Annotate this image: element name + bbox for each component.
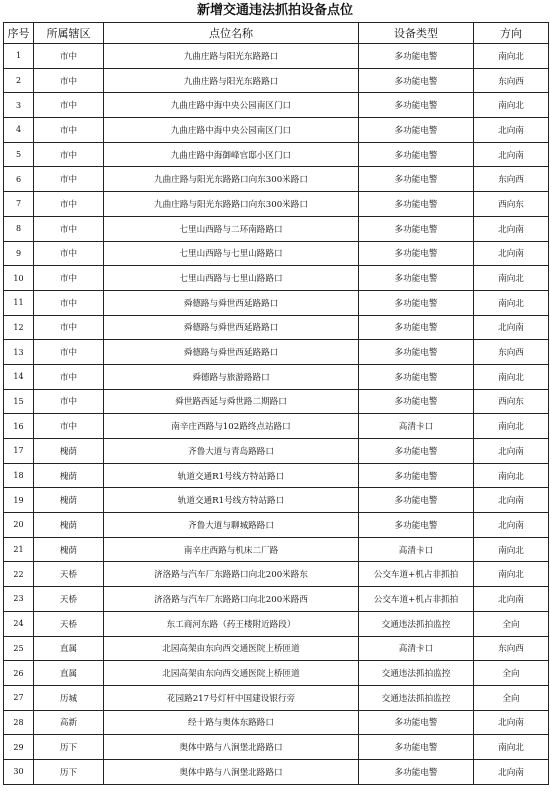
cell-district: 市中 — [34, 192, 104, 217]
table-row — [4, 611, 549, 636]
table-row — [4, 364, 549, 389]
cell-district: 槐荫 — [34, 513, 104, 538]
cell-location: 七里山西路与七里山路路口 — [104, 241, 359, 266]
cell-index: 9 — [4, 241, 34, 266]
cell-direction: 北向南 — [474, 241, 549, 266]
cell-index: 4 — [4, 118, 34, 143]
cell-index: 28 — [4, 710, 34, 735]
cell-index: 23 — [4, 587, 34, 612]
table-row — [4, 587, 549, 612]
cell-device-type: 高清卡口 — [359, 537, 474, 562]
table-row — [4, 315, 549, 340]
cell-device-type: 多功能电警 — [359, 118, 474, 143]
cell-direction: 北向南 — [474, 216, 549, 241]
table-row — [4, 414, 549, 439]
cell-index: 8 — [4, 216, 34, 241]
header-direction: 方向 — [474, 23, 549, 44]
cell-district: 市中 — [34, 241, 104, 266]
cell-district: 市中 — [34, 364, 104, 389]
cell-location: 经十路与奥体东路路口 — [104, 710, 359, 735]
cell-device-type: 多功能电警 — [359, 167, 474, 192]
cell-direction: 南向北 — [474, 290, 549, 315]
cell-direction: 西向东 — [474, 389, 549, 414]
cell-district: 市中 — [34, 68, 104, 93]
cell-direction: 北向南 — [474, 118, 549, 143]
cell-device-type: 交通违法抓拍监控 — [359, 685, 474, 710]
cell-direction: 北向南 — [474, 587, 549, 612]
cell-device-type: 多功能电警 — [359, 389, 474, 414]
table-row — [4, 735, 549, 760]
cell-district: 直属 — [34, 636, 104, 661]
cell-district: 市中 — [34, 93, 104, 118]
cell-direction: 全向 — [474, 685, 549, 710]
cell-district: 天桥 — [34, 562, 104, 587]
cell-location: 奥体中路与八涧堡北路路口 — [104, 759, 359, 784]
cell-location: 齐鲁大道与青岛路路口 — [104, 439, 359, 464]
device-table — [3, 22, 549, 785]
cell-direction: 南向北 — [474, 735, 549, 760]
table-row — [4, 513, 549, 538]
cell-district: 槐荫 — [34, 488, 104, 513]
cell-index: 13 — [4, 340, 34, 365]
cell-index: 18 — [4, 463, 34, 488]
table-row — [4, 167, 549, 192]
cell-index: 15 — [4, 389, 34, 414]
cell-district: 市中 — [34, 414, 104, 439]
cell-direction: 南向北 — [474, 93, 549, 118]
cell-index: 10 — [4, 266, 34, 291]
cell-device-type: 公交车道+机占非抓拍 — [359, 587, 474, 612]
cell-index: 3 — [4, 93, 34, 118]
cell-device-type: 多功能电警 — [359, 340, 474, 365]
cell-district: 市中 — [34, 315, 104, 340]
cell-direction: 全向 — [474, 611, 549, 636]
cell-district: 历下 — [34, 759, 104, 784]
cell-location: 九曲庄路中海御峰官邸小区门口 — [104, 142, 359, 167]
cell-district: 市中 — [34, 167, 104, 192]
cell-device-type: 多功能电警 — [359, 735, 474, 760]
cell-device-type: 公交车道+机占非抓拍 — [359, 562, 474, 587]
header-district: 所属辖区 — [34, 23, 104, 44]
cell-index: 6 — [4, 167, 34, 192]
cell-index: 30 — [4, 759, 34, 784]
cell-device-type: 多功能电警 — [359, 290, 474, 315]
cell-index: 1 — [4, 44, 34, 69]
cell-location: 济洛路与汽车厂东路路口向北200米路东 — [104, 562, 359, 587]
cell-device-type: 多功能电警 — [359, 192, 474, 217]
table-row — [4, 142, 549, 167]
cell-device-type: 交通违法抓拍监控 — [359, 611, 474, 636]
cell-index: 21 — [4, 537, 34, 562]
cell-location: 七里山西路与七里山路路口 — [104, 266, 359, 291]
cell-location: 齐鲁大道与聊城路路口 — [104, 513, 359, 538]
table-row — [4, 68, 549, 93]
cell-device-type: 多功能电警 — [359, 513, 474, 538]
cell-device-type: 多功能电警 — [359, 266, 474, 291]
table-row — [4, 710, 549, 735]
cell-district: 市中 — [34, 340, 104, 365]
cell-device-type: 多功能电警 — [359, 142, 474, 167]
cell-district: 天桥 — [34, 587, 104, 612]
cell-location: 北园高架由东向西交通医院上桥匝道 — [104, 661, 359, 686]
cell-direction: 南向北 — [474, 562, 549, 587]
cell-location: 九曲庄路与阳光东路路口 — [104, 44, 359, 69]
cell-location: 九曲庄路中海中央公园南区门口 — [104, 118, 359, 143]
cell-device-type: 交通违法抓拍监控 — [359, 661, 474, 686]
table-row — [4, 439, 549, 464]
cell-district: 槐荫 — [34, 463, 104, 488]
cell-location: 南辛庄西路与机床二厂路 — [104, 537, 359, 562]
cell-direction: 东向西 — [474, 636, 549, 661]
cell-location: 济洛路与汽车厂东路路口向北200米路西 — [104, 587, 359, 612]
cell-device-type: 多功能电警 — [359, 315, 474, 340]
cell-district: 槐荫 — [34, 537, 104, 562]
cell-direction: 北向南 — [474, 513, 549, 538]
cell-device-type: 多功能电警 — [359, 68, 474, 93]
cell-direction: 北向南 — [474, 315, 549, 340]
cell-direction: 北向南 — [474, 142, 549, 167]
cell-district: 市中 — [34, 118, 104, 143]
table-row — [4, 759, 549, 784]
cell-index: 5 — [4, 142, 34, 167]
cell-direction: 南向北 — [474, 44, 549, 69]
cell-index: 20 — [4, 513, 34, 538]
header-index: 序号 — [4, 23, 34, 44]
cell-direction: 东向西 — [474, 167, 549, 192]
cell-device-type: 多功能电警 — [359, 216, 474, 241]
table-body — [4, 44, 549, 785]
cell-location: 东工商河东路（药王楼附近路段） — [104, 611, 359, 636]
cell-location: 舜世路西延与舜世路二期路口 — [104, 389, 359, 414]
cell-index: 22 — [4, 562, 34, 587]
cell-device-type: 多功能电警 — [359, 241, 474, 266]
header-row — [4, 23, 549, 44]
cell-index: 24 — [4, 611, 34, 636]
cell-index: 2 — [4, 68, 34, 93]
cell-location: 南辛庄西路与102路终点站路口 — [104, 414, 359, 439]
table-row — [4, 266, 549, 291]
cell-district: 市中 — [34, 266, 104, 291]
cell-index: 7 — [4, 192, 34, 217]
cell-district: 槐荫 — [34, 439, 104, 464]
cell-district: 历下 — [34, 735, 104, 760]
cell-device-type: 高清卡口 — [359, 414, 474, 439]
cell-district: 市中 — [34, 389, 104, 414]
cell-direction: 北向南 — [474, 759, 549, 784]
cell-index: 17 — [4, 439, 34, 464]
cell-index: 12 — [4, 315, 34, 340]
cell-district: 市中 — [34, 216, 104, 241]
cell-direction: 北向南 — [474, 439, 549, 464]
cell-location: 轨道交通R1号线方特站路口 — [104, 463, 359, 488]
cell-device-type: 多功能电警 — [359, 488, 474, 513]
cell-location: 奥体中路与八涧堡北路路口 — [104, 735, 359, 760]
table-row — [4, 636, 549, 661]
cell-district: 天桥 — [34, 611, 104, 636]
table-row — [4, 241, 549, 266]
cell-direction: 东向西 — [474, 68, 549, 93]
cell-direction: 南向北 — [474, 537, 549, 562]
cell-district: 直属 — [34, 661, 104, 686]
cell-device-type: 高清卡口 — [359, 636, 474, 661]
cell-index: 26 — [4, 661, 34, 686]
cell-location: 轨道交通R1号线方特站路口 — [104, 488, 359, 513]
cell-index: 29 — [4, 735, 34, 760]
cell-location: 七里山西路与二环南路路口 — [104, 216, 359, 241]
table-row — [4, 44, 549, 69]
cell-location: 花园路217号灯杆中国建设银行旁 — [104, 685, 359, 710]
cell-device-type: 多功能电警 — [359, 710, 474, 735]
table-row — [4, 192, 549, 217]
header-device-type: 设备类型 — [359, 23, 474, 44]
table-row — [4, 389, 549, 414]
cell-location: 北园高架由东向西交通医院上桥匝道 — [104, 636, 359, 661]
cell-direction: 南向北 — [474, 266, 549, 291]
cell-device-type: 多功能电警 — [359, 463, 474, 488]
cell-direction: 南向北 — [474, 414, 549, 439]
table-row — [4, 463, 549, 488]
cell-location: 舜德路与旅游路路口 — [104, 364, 359, 389]
cell-direction: 西向东 — [474, 192, 549, 217]
cell-device-type: 多功能电警 — [359, 364, 474, 389]
cell-device-type: 多功能电警 — [359, 44, 474, 69]
cell-district: 市中 — [34, 290, 104, 315]
cell-direction: 南向北 — [474, 364, 549, 389]
cell-index: 27 — [4, 685, 34, 710]
cell-district: 历城 — [34, 685, 104, 710]
cell-index: 19 — [4, 488, 34, 513]
table-row — [4, 93, 549, 118]
cell-location: 舜德路与舜世西延路路口 — [104, 315, 359, 340]
cell-index: 14 — [4, 364, 34, 389]
header-location: 点位名称 — [104, 23, 359, 44]
cell-device-type: 多功能电警 — [359, 439, 474, 464]
cell-index: 11 — [4, 290, 34, 315]
table-row — [4, 290, 549, 315]
table-row — [4, 537, 549, 562]
cell-direction: 北向南 — [474, 488, 549, 513]
cell-district: 市中 — [34, 142, 104, 167]
document-title: 新增交通违法抓拍设备点位 — [196, 3, 353, 18]
cell-device-type: 多功能电警 — [359, 759, 474, 784]
cell-index: 25 — [4, 636, 34, 661]
table-row — [4, 685, 549, 710]
cell-location: 舜德路与舜世西延路路口 — [104, 340, 359, 365]
cell-location: 九曲庄路与阳光东路路口 — [104, 68, 359, 93]
table-row — [4, 661, 549, 686]
cell-index: 16 — [4, 414, 34, 439]
table-row — [4, 216, 549, 241]
cell-location: 舜德路与舜世西延路路口 — [104, 290, 359, 315]
cell-direction: 全向 — [474, 661, 549, 686]
table-row — [4, 118, 549, 143]
cell-location: 九曲庄路与阳光东路路口向东300米路口 — [104, 192, 359, 217]
cell-location: 九曲庄路中海中央公园南区门口 — [104, 93, 359, 118]
cell-direction: 东向西 — [474, 340, 549, 365]
cell-district: 高新 — [34, 710, 104, 735]
table-row — [4, 340, 549, 365]
table-row — [4, 562, 549, 587]
table-row — [4, 488, 549, 513]
cell-direction: 南向北 — [474, 463, 549, 488]
cell-location: 九曲庄路与阳光东路路口向东300米路口 — [104, 167, 359, 192]
cell-device-type: 多功能电警 — [359, 93, 474, 118]
cell-direction: 北向南 — [474, 710, 549, 735]
cell-district: 市中 — [34, 44, 104, 69]
table-header — [4, 23, 549, 44]
